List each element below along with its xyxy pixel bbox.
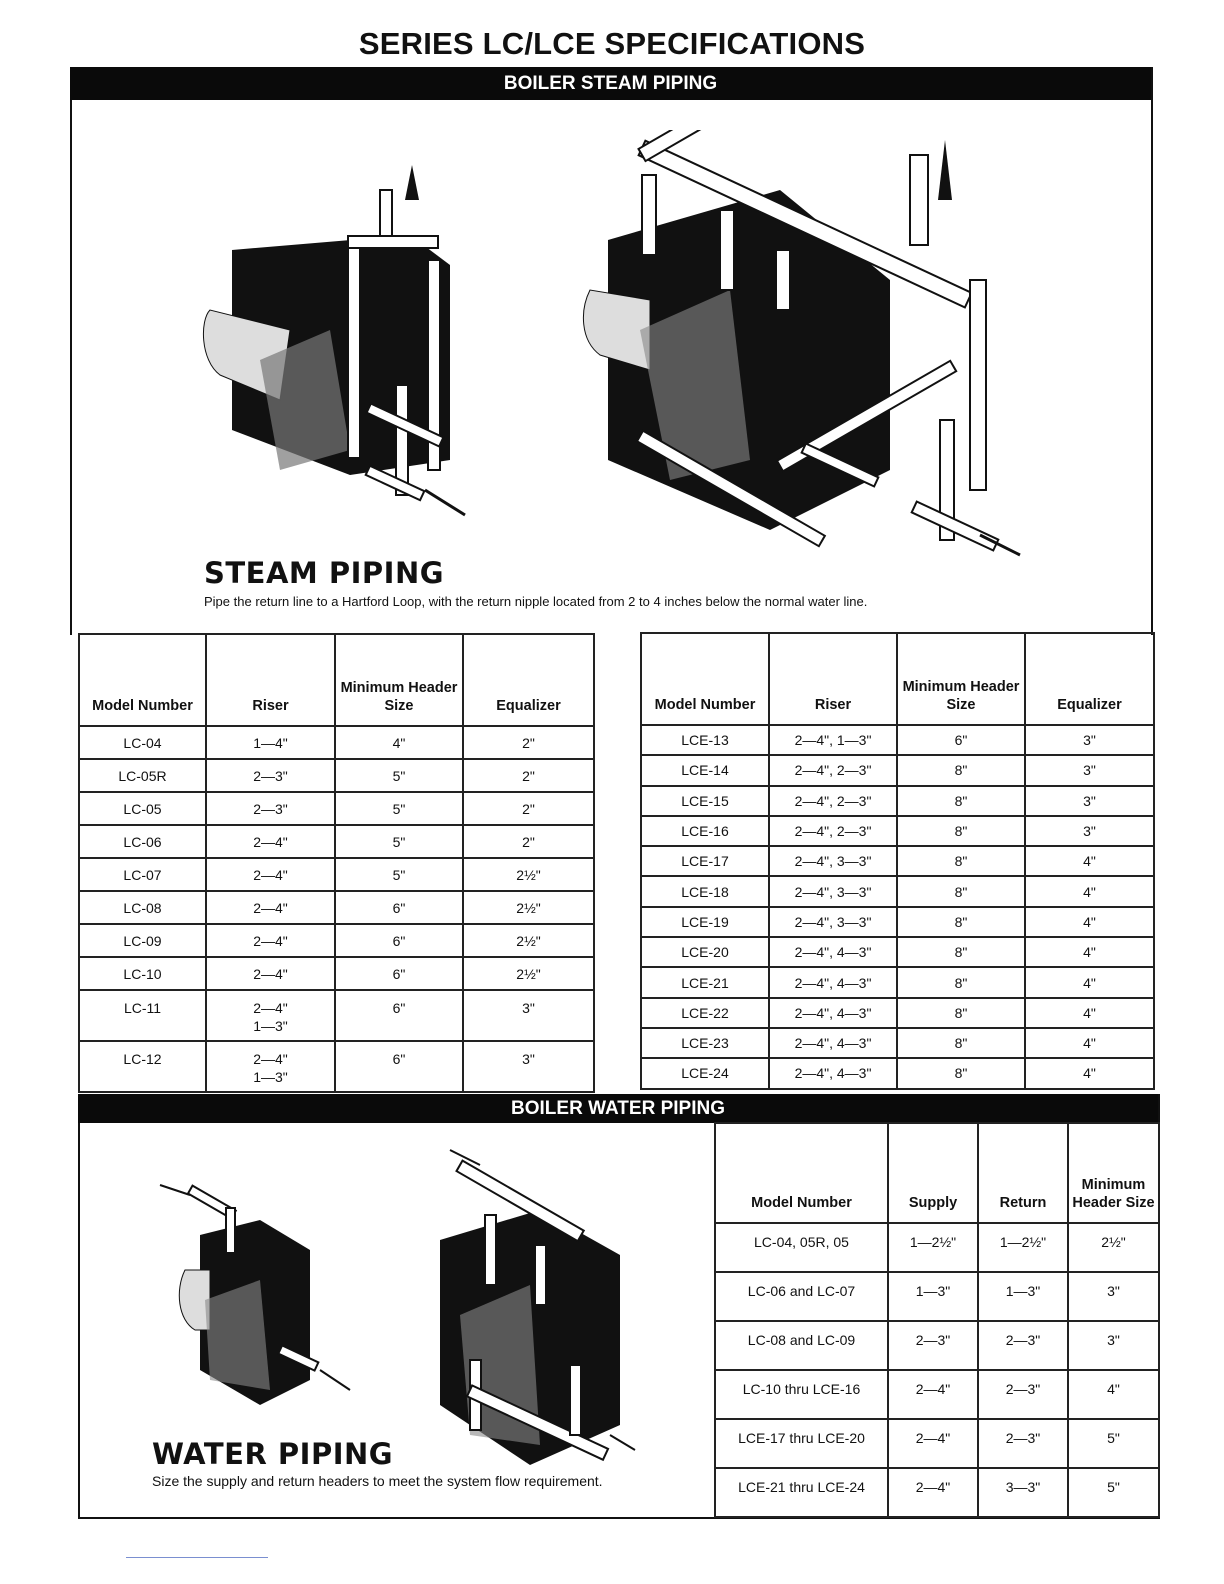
table-cell: 4" — [1025, 1028, 1154, 1058]
table-cell: LC-10 thru LCE-16 — [715, 1370, 888, 1419]
table-row — [641, 967, 1154, 997]
table-row — [715, 1321, 1159, 1370]
table-row — [641, 1058, 1154, 1088]
single-boiler-steam-diagram — [200, 160, 500, 520]
table-cell: 2—4", 3—3" — [769, 876, 897, 906]
table-cell: 6" — [335, 957, 463, 990]
table-cell: LCE-13 — [641, 725, 769, 755]
arrow-up-icon — [938, 140, 952, 200]
table-cell: 6" — [335, 1041, 463, 1092]
table-row — [641, 876, 1154, 906]
table-row — [641, 937, 1154, 967]
table-row — [79, 825, 594, 858]
table-row — [79, 1041, 594, 1092]
table-header-row — [79, 634, 594, 726]
table-cell: LCE-21 — [641, 967, 769, 997]
table-row — [715, 1468, 1159, 1517]
table-cell: 3" — [1068, 1272, 1159, 1321]
table-cell: 2" — [463, 792, 594, 825]
table-cell: 2—4" 1—3" — [206, 1041, 335, 1092]
table-cell: LC-05R — [79, 759, 206, 792]
water-piping-caption: Size the supply and return headers to meet the system flow requirement. — [152, 1473, 603, 1489]
table-cell: LCE-21 thru LCE-24 — [715, 1468, 888, 1517]
table-cell: 1—4" — [206, 726, 335, 759]
table-row — [715, 1223, 1159, 1272]
column-header: Model Number — [715, 1123, 888, 1223]
table-cell: 2½" — [463, 858, 594, 891]
table-cell: LCE-23 — [641, 1028, 769, 1058]
table-cell: 2—3" — [206, 792, 335, 825]
table-cell: 8" — [897, 1058, 1025, 1088]
table-cell: LCE-18 — [641, 876, 769, 906]
table-row — [79, 957, 594, 990]
table-cell: 8" — [897, 786, 1025, 816]
table-row — [641, 725, 1154, 755]
table-row — [641, 1028, 1154, 1058]
table-cell: 4" — [1025, 937, 1154, 967]
multi-boiler-water-diagram — [430, 1145, 640, 1475]
water-piping-heading: WATER PIPING — [152, 1437, 394, 1471]
table-cell: 2—4", 3—3" — [769, 907, 897, 937]
table-cell: 4" — [335, 726, 463, 759]
table-cell: 5" — [1068, 1419, 1159, 1468]
table-cell: LC-05 — [79, 792, 206, 825]
table-cell: 1—2½" — [888, 1223, 978, 1272]
table-cell: 6" — [335, 891, 463, 924]
table-row — [715, 1370, 1159, 1419]
table-cell: 5" — [335, 825, 463, 858]
table-cell: LCE-24 — [641, 1058, 769, 1088]
table-cell: 1—3" — [978, 1272, 1068, 1321]
table-row — [715, 1419, 1159, 1468]
table-cell: 3" — [463, 990, 594, 1041]
table-cell: 2—4" — [206, 924, 335, 957]
table-cell: 2—4" — [206, 825, 335, 858]
column-header: Equalizer — [463, 634, 594, 726]
arrow-up-icon — [405, 165, 419, 200]
table-cell: LC-12 — [79, 1041, 206, 1092]
table-cell: 8" — [897, 967, 1025, 997]
table-cell: 2—4" — [206, 957, 335, 990]
table-cell: 2—4", 2—3" — [769, 816, 897, 846]
table-cell: 2—4", 4—3" — [769, 937, 897, 967]
table-cell: LC-04, 05R, 05 — [715, 1223, 888, 1272]
table-cell: 4" — [1025, 907, 1154, 937]
column-header: Minimum Header Size — [335, 634, 463, 726]
table-cell: LC-07 — [79, 858, 206, 891]
table-cell: 6" — [335, 924, 463, 957]
table-row — [79, 990, 594, 1041]
table-cell: LC-06 — [79, 825, 206, 858]
lc-steam-table — [78, 633, 595, 1093]
table-cell: 2" — [463, 726, 594, 759]
table-cell: 2—4", 4—3" — [769, 1028, 897, 1058]
table-row — [79, 924, 594, 957]
steam-piping-heading: STEAM PIPING — [204, 556, 445, 590]
table-cell: 1—2½" — [978, 1223, 1068, 1272]
table-cell: LC-06 and LC-07 — [715, 1272, 888, 1321]
column-header: Riser — [769, 633, 897, 725]
table-cell: 2—4" — [206, 858, 335, 891]
table-cell: LCE-19 — [641, 907, 769, 937]
table-cell: 4" — [1025, 967, 1154, 997]
table-cell: 1—3" — [888, 1272, 978, 1321]
column-header: Equalizer — [1025, 633, 1154, 725]
table-cell: 2—4", 4—3" — [769, 1058, 897, 1088]
table-cell: LC-09 — [79, 924, 206, 957]
table-cell: 5" — [335, 792, 463, 825]
table-cell: 2—4", 3—3" — [769, 846, 897, 876]
table-cell: LC-04 — [79, 726, 206, 759]
multi-riser-steam-diagram — [580, 130, 1040, 580]
table-cell: LC-11 — [79, 990, 206, 1041]
table-row — [79, 726, 594, 759]
table-cell: 2" — [463, 759, 594, 792]
table-cell: 8" — [897, 937, 1025, 967]
table-row — [641, 816, 1154, 846]
table-cell: 8" — [897, 816, 1025, 846]
table-cell: LCE-14 — [641, 755, 769, 785]
table-cell: 2—3" — [888, 1321, 978, 1370]
water-piping-table — [714, 1122, 1160, 1518]
table-cell: LC-08 — [79, 891, 206, 924]
table-cell: LCE-16 — [641, 816, 769, 846]
table-cell: 8" — [897, 846, 1025, 876]
column-header: Supply — [888, 1123, 978, 1223]
table-cell: 3" — [463, 1041, 594, 1092]
table-cell: 2—4", 4—3" — [769, 967, 897, 997]
table-cell: 3" — [1025, 725, 1154, 755]
single-boiler-water-diagram — [150, 1170, 370, 1420]
table-row — [79, 759, 594, 792]
table-cell: LCE-22 — [641, 998, 769, 1028]
table-row — [715, 1272, 1159, 1321]
table-cell: 3" — [1025, 786, 1154, 816]
table-cell: 2—3" — [978, 1370, 1068, 1419]
table-cell: LCE-15 — [641, 786, 769, 816]
table-cell: LC-08 and LC-09 — [715, 1321, 888, 1370]
table-cell: 2—3" — [978, 1321, 1068, 1370]
column-header: Return — [978, 1123, 1068, 1223]
table-cell: 6" — [897, 725, 1025, 755]
table-cell: 5" — [335, 759, 463, 792]
table-row — [641, 998, 1154, 1028]
table-cell: 8" — [897, 998, 1025, 1028]
table-cell: 2—4" — [888, 1419, 978, 1468]
table-cell: 2½" — [1068, 1223, 1159, 1272]
table-header-row — [641, 633, 1154, 725]
table-cell: 2—3" — [206, 759, 335, 792]
table-cell: 3" — [1025, 755, 1154, 785]
table-cell: 2½" — [463, 924, 594, 957]
column-header: Minimum Header Size — [897, 633, 1025, 725]
table-cell: 4" — [1068, 1370, 1159, 1419]
table-cell: 2—3" — [978, 1419, 1068, 1468]
table-cell: 3—3" — [978, 1468, 1068, 1517]
table-row — [79, 792, 594, 825]
table-row — [641, 907, 1154, 937]
table-cell: 2—4" — [888, 1370, 978, 1419]
table-cell: 8" — [897, 907, 1025, 937]
table-cell: 2—4", 4—3" — [769, 998, 897, 1028]
table-cell: 2" — [463, 825, 594, 858]
table-cell: 6" — [335, 990, 463, 1041]
page-title: SERIES LC/LCE SPECIFICATIONS — [358, 26, 866, 61]
table-cell: LCE-20 — [641, 937, 769, 967]
table-row — [641, 755, 1154, 785]
table-cell: 3" — [1068, 1321, 1159, 1370]
table-cell: 8" — [897, 755, 1025, 785]
arrow-return-icon — [425, 490, 465, 515]
table-cell: 2½" — [463, 957, 594, 990]
table-cell: 2—4", 2—3" — [769, 755, 897, 785]
table-cell: LC-10 — [79, 957, 206, 990]
column-header: Riser — [206, 634, 335, 726]
table-cell: 8" — [897, 1028, 1025, 1058]
table-cell: 2—4" — [888, 1468, 978, 1517]
table-cell: 2—4" 1—3" — [206, 990, 335, 1041]
lce-steam-table — [640, 632, 1155, 1090]
table-row — [79, 891, 594, 924]
table-row — [79, 858, 594, 891]
table-cell: 3" — [1025, 816, 1154, 846]
column-header: Minimum Header Size — [1068, 1123, 1159, 1223]
table-cell: 5" — [335, 858, 463, 891]
table-cell: 2½" — [463, 891, 594, 924]
footer-rule — [126, 1557, 268, 1558]
column-header: Model Number — [79, 634, 206, 726]
table-cell: LCE-17 — [641, 846, 769, 876]
table-row — [641, 846, 1154, 876]
column-header: Model Number — [641, 633, 769, 725]
water-section-bar: BOILER WATER PIPING — [78, 1094, 1158, 1123]
table-cell: 2—4" — [206, 891, 335, 924]
table-cell: 4" — [1025, 998, 1154, 1028]
table-cell: 4" — [1025, 1058, 1154, 1088]
table-cell: 4" — [1025, 876, 1154, 906]
table-cell: 4" — [1025, 846, 1154, 876]
table-cell: 8" — [897, 876, 1025, 906]
table-row — [641, 786, 1154, 816]
table-cell: 2—4", 2—3" — [769, 786, 897, 816]
table-cell: 2—4", 1—3" — [769, 725, 897, 755]
table-header-row — [715, 1123, 1159, 1223]
table-cell: 5" — [1068, 1468, 1159, 1517]
steam-piping-caption: Pipe the return line to a Hartford Loop, with the return nipple located from 2 to 4 inches below the normal water line. — [204, 594, 868, 609]
table-cell: LCE-17 thru LCE-20 — [715, 1419, 888, 1468]
steam-section-bar: BOILER STEAM PIPING — [70, 67, 1151, 100]
